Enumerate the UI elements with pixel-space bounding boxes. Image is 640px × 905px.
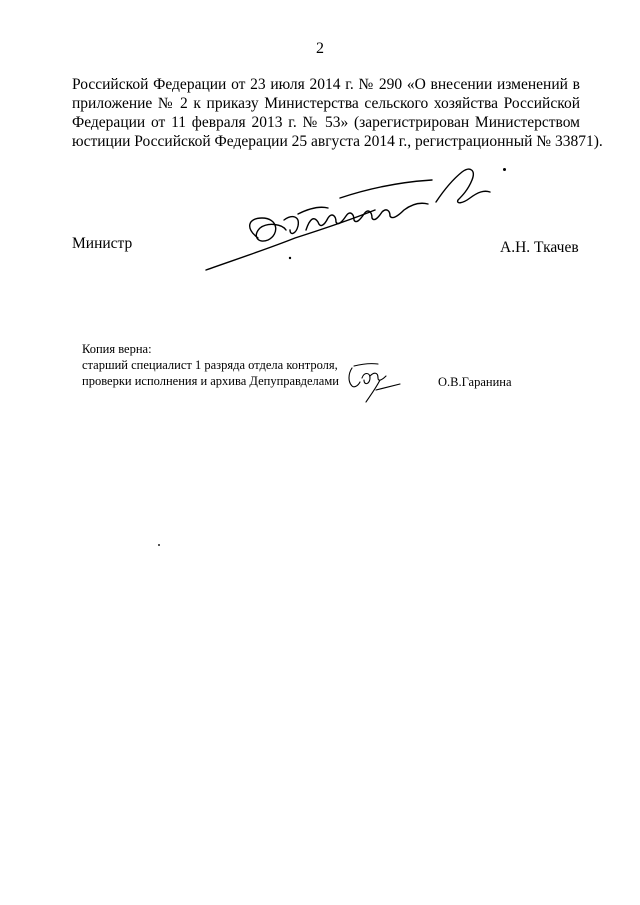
copy-line-heading: Копия верна:: [82, 342, 152, 356]
copy-signatory-name: О.В.Гаранина: [438, 375, 512, 389]
signatory-name: А.Н. Ткачев: [500, 239, 579, 256]
copy-signature: [340, 360, 410, 405]
copy-line-department: проверки исполнения и архива Депуправделами: [82, 374, 339, 388]
copy-certification: [82, 341, 339, 389]
body-paragraph: [72, 75, 603, 151]
scan-artifact: [158, 544, 160, 546]
body-line: приложение № 2 к приказу Министерства сельского хозяйства Российской: [72, 95, 580, 112]
body-line: Федерации от 11 февраля 2013 г. № 53» (зарегистрирован Министерством: [72, 114, 580, 131]
copy-line-position: старший специалист 1 разряда отдела контроля,: [82, 358, 338, 372]
signatory-title: Министр: [72, 235, 133, 252]
ink-dot: [503, 168, 506, 171]
minister-signature: [200, 160, 520, 280]
page-number: 2: [316, 40, 324, 57]
body-line: Российской Федерации от 23 июля 2014 г. № 290 «О внесении изменений в: [72, 76, 580, 93]
body-line: юстиции Российской Федерации 25 августа 2014 г., регистрационный № 33871).: [72, 133, 603, 150]
